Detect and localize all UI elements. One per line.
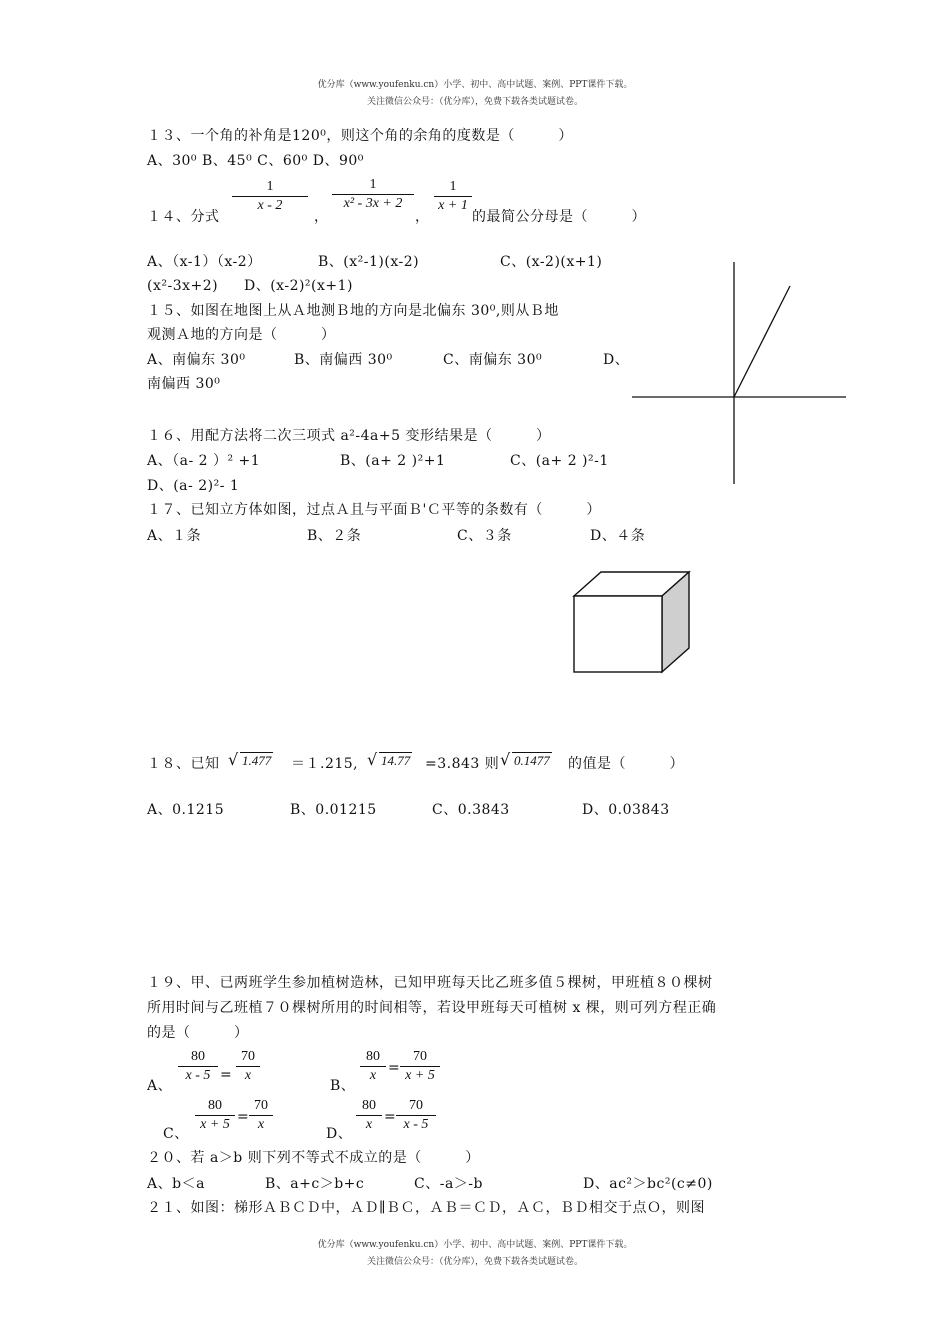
q19-b-right-den: x + 5 — [405, 1068, 435, 1083]
q14-sep-2: ， — [415, 209, 430, 225]
q18-suffix: 的值是（ ） — [568, 756, 684, 772]
q19-d-right-den: x - 5 — [403, 1117, 429, 1132]
q19-a-right-num: 70 — [236, 1048, 260, 1067]
q15-option-b: B、南偏西 30⁰ — [294, 352, 393, 368]
q14-frac3-den: x + 1 — [438, 198, 468, 213]
q14-option-a: A、（x-1）（x-2） — [147, 254, 262, 270]
radical-icon: √ — [228, 750, 239, 769]
q19-c-right-num: 70 — [249, 1097, 273, 1116]
q19-c-right-fraction — [249, 1097, 273, 1134]
q13-options: A、30⁰ B、45⁰ C、60⁰ D、90⁰ — [147, 153, 364, 169]
q14-option-b: B、(x²-1)(x-2) — [318, 254, 420, 270]
q18-option-d: D、0.03843 — [582, 802, 670, 818]
q19-label-d: D、 — [326, 1126, 353, 1142]
q14-fraction-2 — [332, 176, 414, 213]
q19-b-left-num: 80 — [360, 1048, 386, 1067]
q19-c-left-den: x + 5 — [200, 1117, 230, 1132]
q18-radicand-1: 1.477 — [242, 753, 272, 768]
q14-frac1-den: x - 2 — [257, 198, 283, 213]
q18-radicand-2: 14.77 — [381, 753, 411, 768]
q14-frac2-num: 1 — [332, 176, 414, 195]
q16-option-c: C、(a+ 2 )²-1 — [510, 453, 609, 469]
header-line-2: 关注微信公众号：（优分库），免费下载各类试题试卷。 — [366, 97, 583, 107]
q16-option-a: A、（a- 2 ）² +1 — [147, 453, 261, 469]
q14-suffix: 的最简公分母是（ ） — [472, 209, 646, 225]
q16-option-b: B、(a+ 2 )²+1 — [340, 453, 446, 469]
q14-sep-1: ， — [314, 209, 329, 225]
q19-b-left-den: x — [369, 1068, 377, 1083]
radical-icon: √ — [367, 750, 378, 769]
q19-b-left-fraction — [360, 1048, 386, 1085]
q16-option-d: D、(a- 2)²- 1 — [147, 478, 240, 494]
q19-c-equals: = — [237, 1109, 250, 1125]
radical-icon: √ — [500, 750, 511, 769]
q15-stem-2: 观测Ａ地的方向是（ ） — [147, 327, 336, 343]
q13-stem: １３、一个角的补角是120⁰，则这个角的余角的度数是（ ） — [147, 128, 573, 144]
q19-label-b: B、 — [330, 1078, 356, 1094]
bearing-ray — [734, 286, 790, 397]
q20-stem: ２０、若 a＞b 则下列不等式不成立的是（ ） — [147, 1150, 480, 1166]
q19-d-left-den: x — [365, 1117, 373, 1132]
direction-diagram — [630, 258, 850, 488]
q19-d-left-fraction — [356, 1097, 382, 1134]
q17-option-a: A、１条 — [147, 528, 202, 544]
q19-d-left-num: 80 — [356, 1097, 382, 1116]
q19-c-right-den: x — [257, 1117, 265, 1132]
q20-option-a: A、b＜a — [147, 1176, 205, 1192]
q15-option-c: C、南偏东 30⁰ — [443, 352, 543, 368]
q18-option-c: C、0.3843 — [432, 802, 510, 818]
q18-prefix: １８、已知 — [147, 756, 220, 772]
q21-stem: ２１、如图：梯形ＡＢＣＤ中，ＡＤ∥ＢＣ，ＡＢ＝ＣＤ，ＡＣ，ＢＤ相交于点Ｏ，则图 — [147, 1200, 705, 1216]
q14-option-c-cont: (x²-3x+2) — [147, 278, 219, 294]
q18-option-b: B、0.01215 — [290, 802, 377, 818]
q14-fraction-3 — [434, 178, 472, 215]
q18-mid-1: ＝１.215, — [291, 756, 359, 772]
q19-c-left-num: 80 — [195, 1097, 235, 1116]
q14-frac2-den: x² - 3x + 2 — [343, 196, 403, 211]
cube-diagram — [568, 566, 696, 676]
footer-line-2: 关注微信公众号：（优分库），免费下载各类试题试卷。 — [366, 1257, 583, 1267]
q14-option-d: D、(x-2)²(x+1) — [244, 278, 354, 294]
q19-a-left-den: x - 5 — [185, 1068, 211, 1083]
q17-stem: １７、已知立方体如图，过点Ａ且与平面Ｂ'Ｃ平等的条数有（ ） — [147, 502, 601, 518]
q19-stem-2: 所用时间与乙班植７０棵树所用的时间相等，若设甲班每天可植树 x 棵，则可列方程正确 — [147, 1000, 717, 1016]
q14-frac1-num: 1 — [232, 178, 308, 197]
q16-stem: １６、用配方法将二次三项式 a²-4a+5 变形结果是（ ） — [147, 428, 551, 444]
q20-option-c: C、-a＞-b — [414, 1176, 483, 1192]
q19-a-right-fraction — [236, 1048, 260, 1085]
q14-frac3-num: 1 — [434, 178, 472, 197]
q19-a-left-fraction — [178, 1048, 218, 1085]
footer-line-1: 优分库（www.youfenku.cn）小学、初中、高中试题、案例、PPT课件下载。 — [317, 1240, 633, 1250]
q19-a-equals: = — [220, 1067, 233, 1083]
q15-stem-1: １５、如图在地图上从Ａ地测Ｂ地的方向是北偏东 30⁰,则从Ｂ地 — [147, 303, 559, 319]
q15-option-a: A、南偏东 30⁰ — [147, 352, 246, 368]
q17-option-d: D、４条 — [590, 528, 646, 544]
q14-fraction-1 — [232, 178, 308, 215]
q18-radicand-3: 0.1477 — [514, 753, 550, 768]
q19-a-right-den: x — [244, 1068, 252, 1083]
cube-front-face — [574, 596, 662, 672]
q19-b-right-fraction — [400, 1048, 440, 1085]
q20-option-d: D、ac²＞bc²(c≠0) — [583, 1176, 713, 1192]
q14-prefix: １４、分式 — [147, 209, 220, 225]
q19-label-c: C、 — [163, 1126, 189, 1142]
q17-option-c: C、３条 — [457, 528, 512, 544]
header-line-1: 优分库（www.youfenku.cn）小学、初中、高中试题、案例、PPT课件下载。 — [317, 80, 633, 90]
q19-b-equals: = — [388, 1060, 401, 1076]
q15-option-d-cont: 南偏西 30⁰ — [147, 376, 221, 392]
q19-d-right-fraction — [396, 1097, 436, 1134]
q18-option-a: A、0.1215 — [147, 802, 225, 818]
q19-b-right-num: 70 — [400, 1048, 440, 1067]
q18-mid-2: =3.843 则 — [425, 756, 500, 772]
q19-stem-1: １９、甲、已两班学生参加植树造林，已知甲班每天比乙班多值５棵树，甲班植８０棵树 — [147, 975, 713, 991]
q17-option-b: B、２条 — [307, 528, 362, 544]
q20-option-b: B、a+c＞b+c — [265, 1176, 365, 1192]
q19-a-left-num: 80 — [178, 1048, 218, 1067]
q19-stem-3: 的是（ ） — [147, 1025, 249, 1041]
q15-option-d: D、 — [603, 352, 630, 368]
q19-d-right-num: 70 — [396, 1097, 436, 1116]
q14-option-c: C、(x-2)(x+1) — [500, 254, 603, 270]
q19-d-equals: = — [384, 1109, 397, 1125]
q19-c-left-fraction — [195, 1097, 235, 1134]
q19-label-a: A、 — [147, 1078, 173, 1094]
